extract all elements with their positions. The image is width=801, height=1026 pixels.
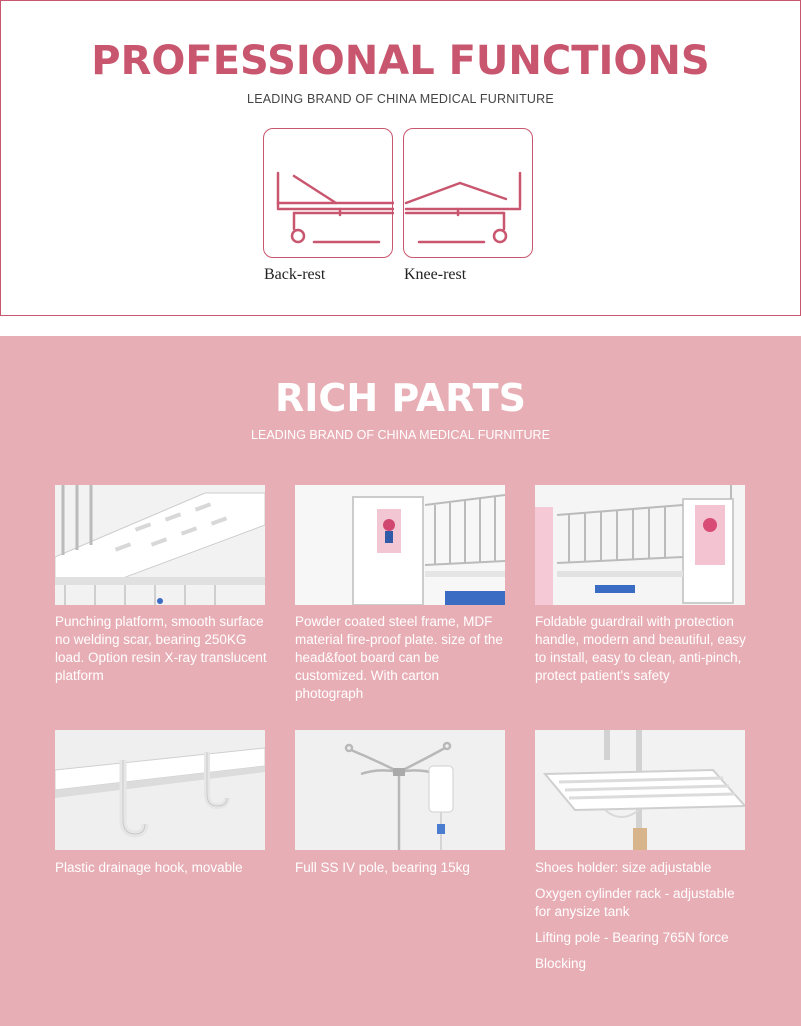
knee-rest-card (403, 128, 533, 258)
part-description: Plastic drainage hook, movable (55, 860, 243, 875)
part-feature-line: Shoes holder: size adjustable (535, 860, 712, 875)
steel-frame-headboard-photo (295, 485, 505, 605)
back-rest-card (263, 128, 393, 258)
part-feature-line: Oxygen cylinder rack - adjustable for anysize tank (535, 886, 735, 919)
foldable-guardrail-photo (535, 485, 745, 605)
section-subtitle: LEADING BRAND OF CHINA MEDICAL FURNITURE (251, 428, 550, 442)
part-description: Powder coated steel frame, MDF material fire-proof plate. size of the head&foot board can be customized. With carton photograph (295, 614, 503, 701)
bed-back-rest-icon (264, 129, 394, 259)
part-description: Punching platform, smooth surface no welding scar, bearing 250KG load. Option resin X-ray translucent platform (55, 614, 267, 683)
section-title: RICH PARTS (275, 376, 526, 420)
punching-platform-photo (55, 485, 265, 605)
part-feature-line: Blocking (535, 956, 587, 971)
section-title: PROFESSIONAL FUNCTIONS (91, 38, 710, 84)
section-subtitle: LEADING BRAND OF CHINA MEDICAL FURNITURE (247, 92, 554, 106)
part-description: Foldable guardrail with protection handle, modern and beautiful, easy to install, easy to clean, anti-pinch, protect patient's safety (535, 614, 746, 683)
bed-knee-rest-icon (404, 129, 534, 259)
back-rest-label: Back-rest (264, 266, 326, 283)
knee-rest-label: Knee-rest (404, 266, 467, 283)
part-description-list (535, 859, 747, 981)
part-feature-line: Lifting pole - Bearing 765N force (535, 930, 729, 945)
drainage-hook-photo (55, 730, 265, 850)
shoes-holder-photo (535, 730, 745, 850)
part-description: Full SS IV pole, bearing 15kg (295, 860, 470, 875)
iv-pole-photo (295, 730, 505, 850)
